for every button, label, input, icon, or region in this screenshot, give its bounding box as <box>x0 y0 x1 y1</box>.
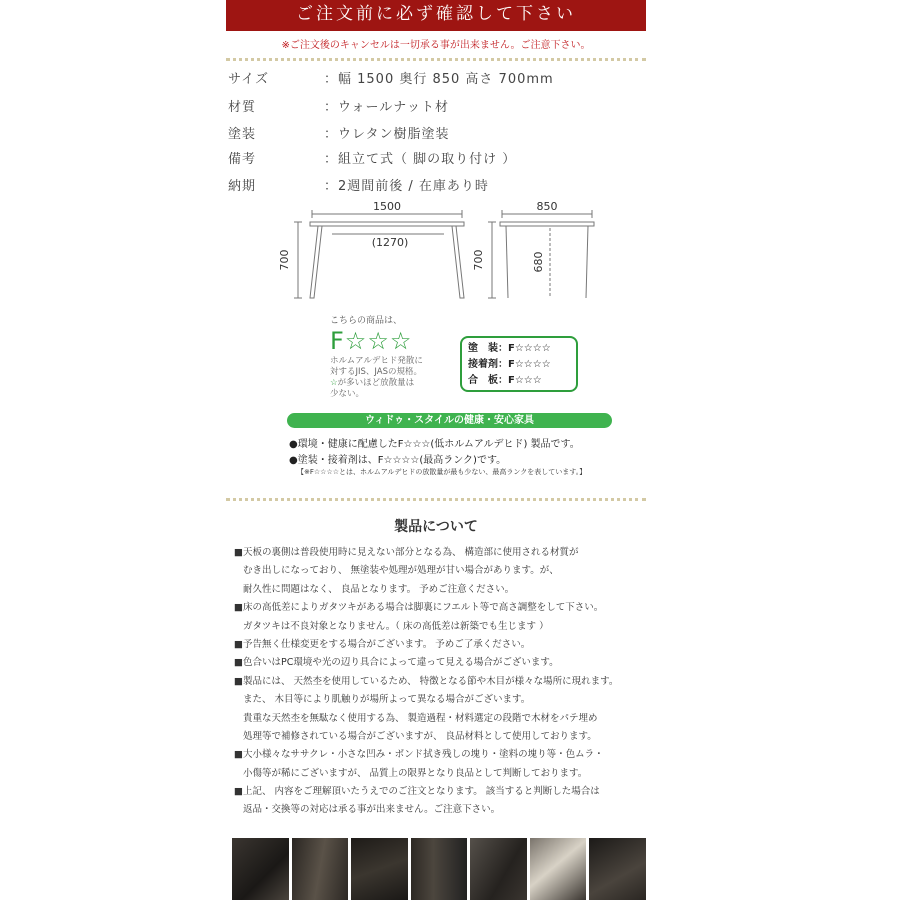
note-line: ■色合いはPC環境や光の辺り具合によって違って見える場合がございます。 <box>234 657 559 669</box>
note-line: 耐久性に問題はなく、 良品となります。 予めご注意ください。 <box>243 583 515 595</box>
front-leg-left <box>310 226 322 298</box>
note-line: ■予告無く仕様変更をする場合がございます。 予めご了承ください。 <box>234 638 531 650</box>
spec-value: ：組立て式（ 脚の取り付け ） <box>324 152 517 167</box>
side-width-label: 850 <box>536 200 558 213</box>
spec-label: 塗装 <box>228 127 257 142</box>
wood-photo <box>589 838 646 900</box>
wood-photo <box>232 838 289 900</box>
rating-value: F☆☆☆ <box>508 375 542 386</box>
divider <box>226 58 646 61</box>
fstar-footnote: 【※F☆☆☆☆とは、ホルムアルデヒドの放散量が最も少ない、最高ランクを表しています。】 <box>297 468 587 476</box>
fstar-desc-line: 少ない。 <box>330 389 365 399</box>
front-width-label: 1500 <box>373 200 401 213</box>
note-line: 処理等で補修されている場合がございますが、 良品材料として使用しております。 <box>243 730 597 742</box>
rating-value: F☆☆☆☆ <box>508 359 551 370</box>
rating-label: 接着剤： <box>468 359 508 370</box>
spec-label: 納期 <box>228 179 257 194</box>
note-line: ■製品には、 天然杢を使用しているため、 特徴となる節や木目が様々な場所に現れます。 <box>234 675 619 687</box>
front-leg-right <box>452 226 464 298</box>
wood-photo <box>351 838 408 900</box>
fstar-rating: F☆☆☆ <box>330 327 413 355</box>
rating-label: 塗 装： <box>468 343 508 354</box>
leg-height-label: 680 <box>532 251 545 273</box>
note-line: また、 木目等により肌触りが場所よって異なる場合がございます。 <box>243 694 531 706</box>
side-height-label: 700 <box>472 249 485 271</box>
note-line: 小傷等が稀にございますが、 品質上の限界となり良品として判断しております。 <box>243 767 588 779</box>
divider <box>226 498 646 501</box>
note-line: むき出しになっており、 無塗装や処理が処理が甘い場合があります。が、 <box>243 565 559 577</box>
side-tabletop <box>500 222 594 226</box>
side-leg-right <box>586 226 588 298</box>
rating-label: 合 板： <box>468 375 508 386</box>
notice-banner: ご注文前に必ず確認して下さい <box>226 0 646 31</box>
wood-photo <box>292 838 349 900</box>
fstar-desc-line <box>330 378 450 389</box>
side-leg-left <box>506 226 508 298</box>
health-bullet: ●塗装・接着剤は、F☆☆☆☆(最高ランク)です。 <box>289 455 507 466</box>
spec-value: ：2週間前後 / 在庫あり時 <box>324 179 489 194</box>
fstar-desc-line: ホルムアルデヒド発散に <box>330 356 423 366</box>
fstar-intro: こちらの商品は、 <box>330 316 403 326</box>
note-line: ■天板の裏側は普段使用時に見えない部分となる為、 構造部に使用される材質が <box>234 547 579 558</box>
note-line: 貴重な天然杢を無駄なく使用する為、 製造過程・材料選定の段階で木材をパテ埋め <box>243 712 598 724</box>
wood-photo <box>411 838 468 900</box>
note-line: ■上記、 内容をご理解頂いたうえでのご注文となります。 該当すると判断した場合は <box>234 786 600 798</box>
spec-label: 備考 <box>228 152 257 167</box>
fstar-desc <box>330 356 450 400</box>
product-notes <box>234 544 674 820</box>
fstar-desc-line: 対するJIS、JASの規格。 <box>330 367 422 377</box>
note-line: 返品・交換等の対応は承る事が出来ません。ご注意下さい。 <box>243 804 501 816</box>
fstar-desc-text: が多いほど放散量は <box>337 378 415 388</box>
front-tabletop <box>310 222 464 226</box>
rating-row-adhesive <box>468 357 570 373</box>
spec-label: サイズ <box>228 72 269 87</box>
rating-box <box>460 336 578 392</box>
spec-value: ：ウォールナット材 <box>324 100 449 115</box>
rating-row-plywood <box>468 373 570 389</box>
fstar-block <box>330 313 450 400</box>
health-bullet: ●環境・健康に配慮したF☆☆☆(低ホルムアルデヒド) 製品です。 <box>289 439 580 450</box>
cancel-warning: ※ご注文後のキャンセルは一切承る事が出来ません。ご注意下さい。 <box>281 40 591 51</box>
star-icon: ☆ <box>330 378 338 388</box>
health-banner: ウィドゥ・スタイルの健康・安心家具 <box>287 413 612 428</box>
inner-width-label: (1270) <box>371 236 409 249</box>
wood-photo <box>470 838 527 900</box>
dimension-diagram <box>280 200 610 310</box>
wood-photo-strip <box>232 838 646 900</box>
note-line: ■大小様々なササクレ・小さな凹み・ボンド拭き残しの塊り・塗料の塊り等・色ムラ・ <box>234 749 604 761</box>
spec-label: 材質 <box>228 100 257 115</box>
wood-photo <box>530 838 587 900</box>
note-line: ■床の高低差によりガタツキがある場合は脚裏にフエルト等で高さ調整をして下さい。 <box>234 602 604 614</box>
front-height-label: 700 <box>278 249 291 271</box>
rating-value: F☆☆☆☆ <box>508 343 551 354</box>
product-section-title: 製品について <box>394 519 478 535</box>
rating-row-finish <box>468 341 570 357</box>
spec-value: ：幅 1500 奥行 850 高さ 700mm <box>324 72 554 87</box>
note-line: ガタツキは不良対象となりません。（ 床の高低差は新築でも生じます ） <box>243 620 549 632</box>
spec-value: ：ウレタン樹脂塗装 <box>324 127 450 142</box>
